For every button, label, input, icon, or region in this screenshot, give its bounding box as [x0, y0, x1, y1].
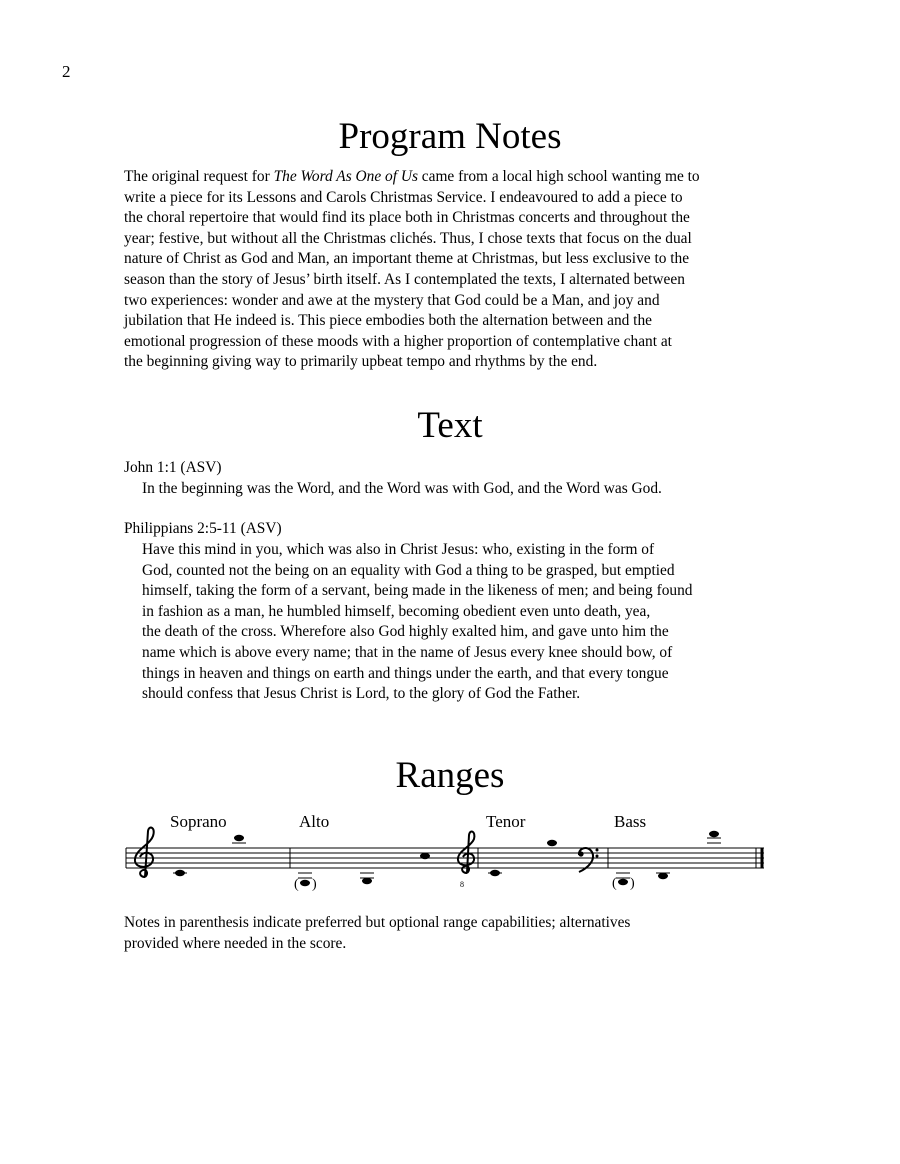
soprano-low-note [173, 870, 187, 876]
svg-text:): ) [630, 876, 635, 891]
passage-line: Have this mind in you, which was also in Christ Jesus: who, existing in the form of [142, 541, 655, 558]
svg-text:(: ( [294, 877, 299, 892]
passage-line: God, counted not the being on an equality with God a thing to be grasped, but emptied [142, 561, 675, 579]
passage-reference-philippians: Philippians 2:5-11 (ASV) [124, 520, 282, 537]
svg-text:(: ( [612, 876, 617, 891]
passage-line: the death of the cross. Wherefore also God highly exalted him, and gave unto him the [142, 623, 669, 641]
passage-body-philippians [142, 540, 832, 705]
program-notes-line: the choral repertoire that would find its place both in Christmas concerts and throughout the [124, 209, 690, 227]
program-notes-line: season than the story of Jesus’ birth itself. As I contemplated the texts, I alternated between [124, 270, 685, 288]
octave-mark: 8 [460, 880, 464, 889]
text-heading: Text [417, 405, 483, 446]
ranges-heading: Ranges [395, 755, 505, 796]
soprano-high-note [232, 835, 246, 843]
program-notes-line: the beginning giving way to primarily upbeat tempo and rhythms by the end. [124, 353, 598, 371]
passage-line: should confess that Jesus Christ is Lord, to the glory of God the Father. [142, 685, 581, 703]
bass-optional-low-note [612, 873, 635, 891]
passage-reference-john: John 1:1 (ASV) [124, 459, 222, 476]
program-notes-line: nature of Christ as God and Man, an important theme at Christmas, but less exclusive to the [124, 250, 690, 268]
voice-label-tenor: Tenor [486, 812, 526, 831]
ranges-footnote-line: Notes in parenthesis indicate preferred but optional range capabilities; alternatives [124, 914, 631, 931]
program-notes-line: jubilation that He indeed is. This piece embodies both the alternation between and the [124, 312, 652, 330]
vocal-ranges-staff [118, 805, 778, 905]
treble-clef-icon [135, 828, 154, 877]
piece-title: The Word As One of Us [273, 168, 418, 185]
program-notes-line: write a piece for its Lessons and Carols Christmas Service. I endeavoured to add a piece to [124, 188, 683, 206]
passage-body-john [142, 479, 832, 500]
passage-line: in fashion as a man, he humbled himself, becoming obedient even unto death, yea, [142, 602, 651, 620]
voice-label-alto: Alto [299, 812, 330, 831]
passage-line: In the beginning was the Word, and the Word was with God, and the Word was God. [142, 480, 662, 497]
bass-low-note [656, 873, 670, 879]
tenor-low-note [488, 870, 502, 876]
passage-line: name which is above every name; that in the name of Jesus every knee should bow, of [142, 643, 673, 661]
page-number: 2 [62, 62, 71, 81]
voice-label-bass: Bass [614, 812, 647, 831]
ranges-footnote-line: provided where needed in the score. [124, 934, 347, 952]
tenor-high-note [547, 840, 557, 846]
ranges-footnote [124, 913, 824, 954]
bass-high-note [707, 831, 721, 843]
program-notes-heading: Program Notes [338, 116, 562, 157]
tenor-treble-clef-icon [458, 832, 474, 873]
program-notes-paragraph [124, 167, 824, 373]
alto-high-note [420, 853, 430, 859]
program-notes-line: two experiences: wonder and awe at the mystery that God could be a Man, and joy and [124, 291, 660, 309]
passage-line: things in heaven and things on earth and things under the earth, and that every tongue [142, 664, 669, 682]
program-notes-line: The original request for The Word As One of Us came from a local high school wanting me to [124, 168, 700, 185]
voice-label-soprano: Soprano [170, 812, 227, 831]
passage-line: himself, taking the form of a servant, being made in the likeness of men; and being found [142, 582, 693, 600]
program-notes-line: emotional progression of these moods with a higher proportion of contemplative chant at [124, 332, 672, 350]
staff-lines [126, 848, 764, 868]
program-notes-line: year; festive, but without all the Christmas clichés. Thus, I chose texts that focus on the dual [124, 229, 692, 247]
svg-text:): ) [312, 877, 317, 892]
alto-optional-low-note [294, 873, 317, 892]
alto-low-note [360, 873, 374, 884]
